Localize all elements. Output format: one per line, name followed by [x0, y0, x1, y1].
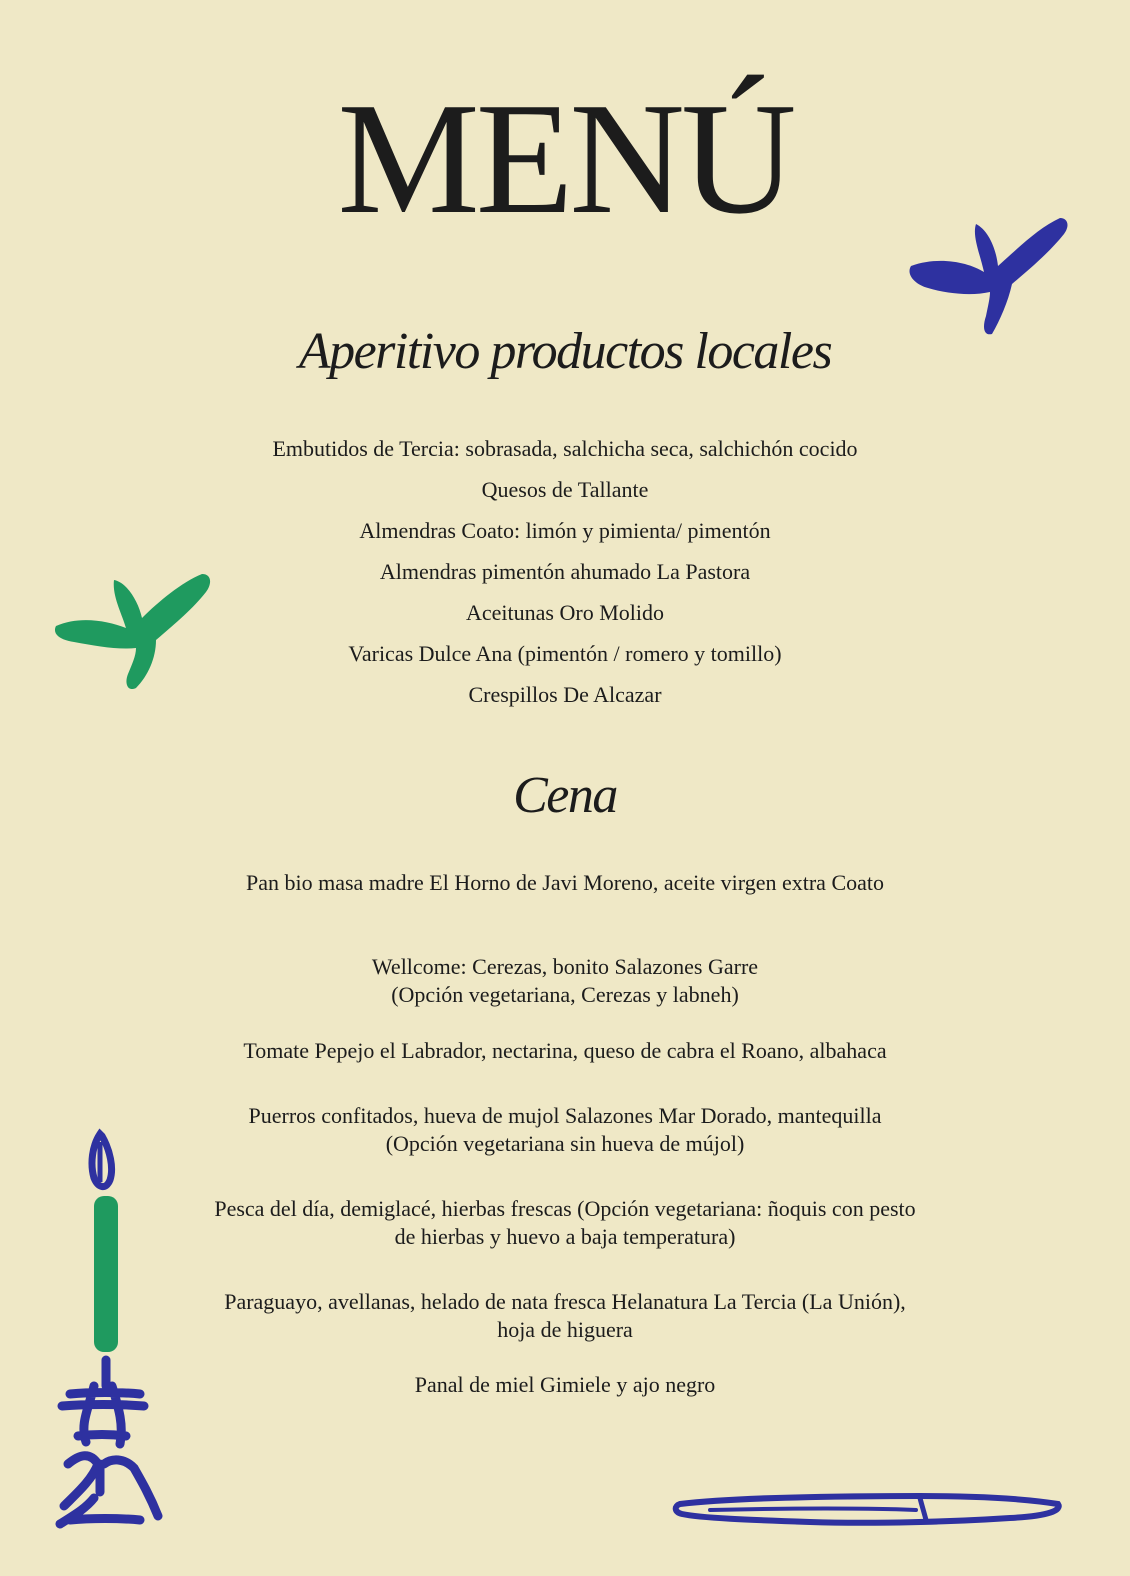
cena-item-line: Puerros confitados, hueva de mujol Salazones Mar Dorado, mantequilla [248, 1103, 882, 1128]
list-item: Almendras pimentón ahumado La Pastora [379, 559, 751, 584]
aperitivo-list [0, 428, 1130, 715]
cena-item-line: de hierbas y huevo a baja temperatura) [394, 1224, 736, 1249]
cena-item [0, 869, 1130, 897]
cena-item [0, 1102, 1130, 1158]
aperitivo-heading: Aperitivo productos locales [298, 323, 832, 380]
menu-title: MENÚ [337, 69, 793, 247]
cena-heading: Cena [513, 767, 617, 824]
list-item: Embutidos de Tercia: sobrasada, salchicha seca, salchichón cocido [272, 436, 858, 461]
list-item: Quesos de Tallante [481, 477, 649, 502]
cena-item [0, 953, 1130, 1009]
list-item: Almendras Coato: limón y pimienta/ pimentón [359, 518, 771, 543]
cena-item-line: Paraguayo, avellanas, helado de nata fresca Helanatura La Tercia (La Unión), [224, 1289, 906, 1314]
list-item: Crespillos De Alcazar [468, 682, 662, 707]
list-item: Varicas Dulce Ana (pimentón / romero y tomillo) [348, 641, 782, 666]
cena-item-line: Wellcome: Cerezas, bonito Salazones Garre [371, 954, 759, 979]
cena-item [0, 1195, 1130, 1251]
list-item: Aceitunas Oro Molido [466, 600, 664, 625]
cena-item [0, 1037, 1130, 1065]
cena-item [0, 1371, 1130, 1399]
cena-item-line: (Opción vegetariana, Cerezas y labneh) [391, 982, 739, 1007]
cena-item-line: (Opción vegetariana sin hueva de mújol) [385, 1131, 745, 1156]
cena-item-line: Pan bio masa madre El Horno de Javi Moreno, aceite virgen extra Coato [245, 870, 884, 895]
cena-item-line: hoja de higuera [497, 1317, 633, 1342]
cena-item-line: Pesca del día, demiglacé, hierbas frescas (Opción vegetariana: ñoquis con pesto [214, 1196, 916, 1221]
knife-icon [670, 1484, 1070, 1542]
cena-item [0, 1288, 1130, 1344]
cena-item-line: Tomate Pepejo el Labrador, nectarina, queso de cabra el Roano, albahaca [243, 1038, 887, 1063]
cena-item-line: Panal de miel Gimiele y ajo negro [414, 1372, 716, 1397]
